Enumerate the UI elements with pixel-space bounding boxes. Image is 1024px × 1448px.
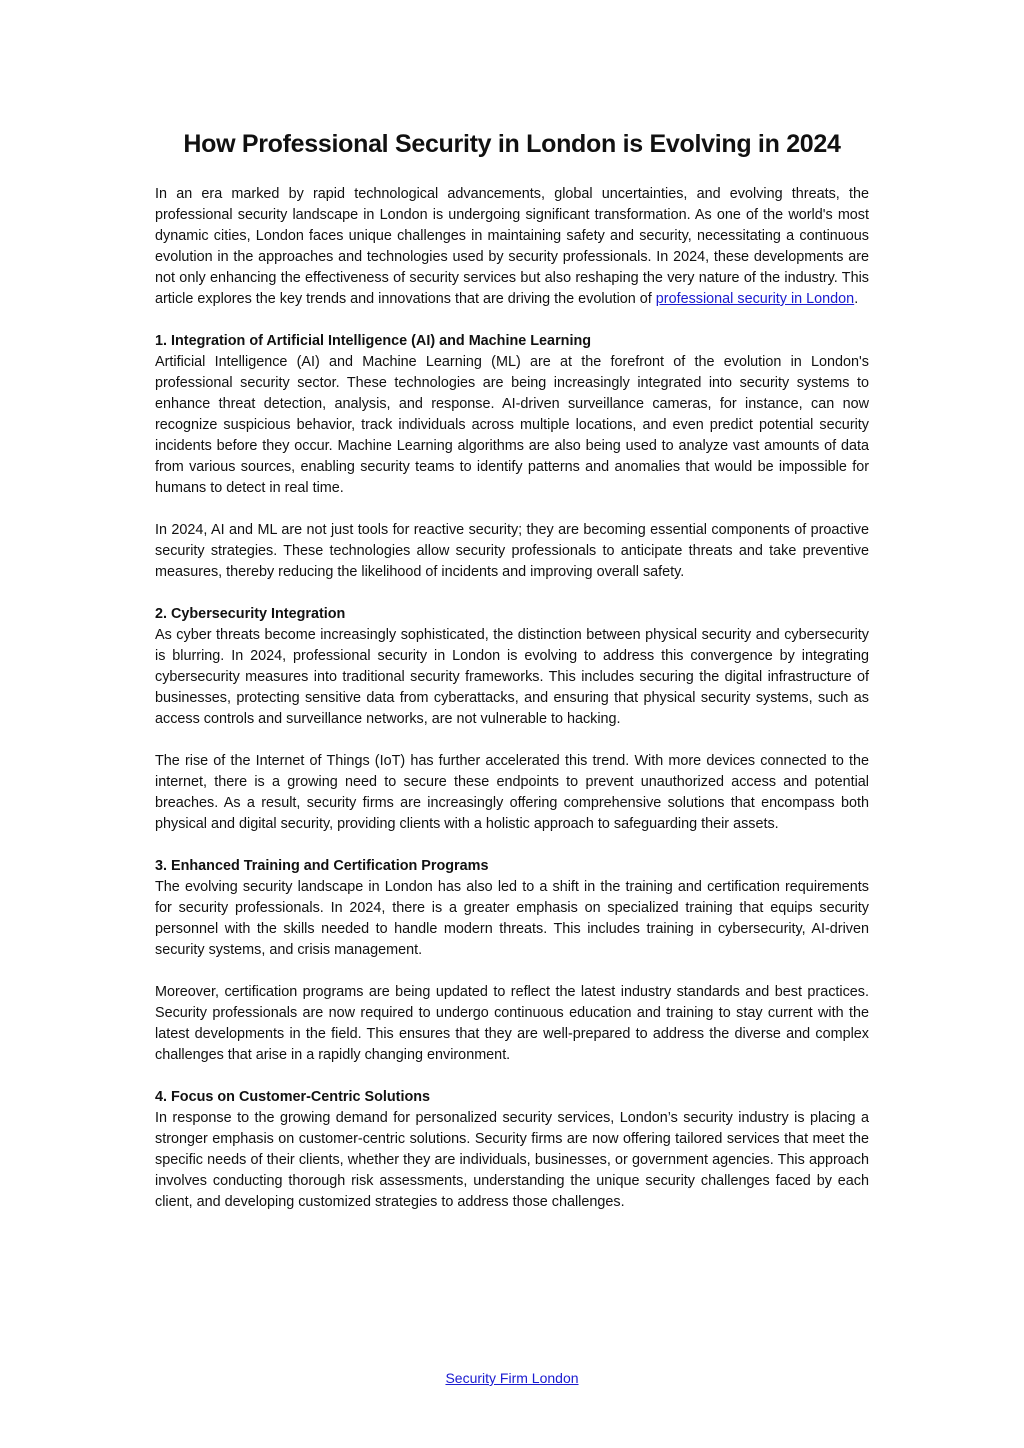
section-1-heading: 1. Integration of Artificial Intelligence (AI) and Machine Learning [155,333,592,349]
footer [0,1368,1024,1388]
section-3-paragraph-2: Moreover, certification programs are being updated to reflect the latest industry standards and best practices. Security professionals are now required to undergo continuous education and training to stay current with the latest developments in the field. This ensures that they are well-prepared to address the diverse and complex challenges that arise in a rapidly changing environment. [155,984,869,1063]
section-2-paragraph-2: The rise of the Internet of Things (IoT) has further accelerated this trend. With more devices connected to the internet, there is a growing need to secure these endpoints to prevent unauthorized access and potential breaches. As a result, security firms are increasingly offering comprehensive solutions that encompass both physical and digital security, providing clients with a holistic approach to safeguarding their assets. [155,753,869,832]
section-3-heading: 3. Enhanced Training and Certification Programs [155,858,489,874]
section-4-paragraph-1: In response to the growing demand for personalized security services, London’s security industry is placing a stronger emphasis on customer-centric solutions. Security firms are now offering tailored services that meet the specific needs of their clients, whether they are individuals, businesses, or government agencies. This approach involves conducting thorough risk assessments, understanding the unique security challenges faced by each client, and developing customized strategies to address those challenges. [155,1110,869,1210]
document-page [155,126,869,1213]
intro-text: In an era marked by rapid technological advancements, global uncertainties, and evolving threats, the professional security landscape in London is undergoing significant transformation. As one of the world's most dynamic cities, London faces unique challenges in maintaining safety and security, necessitating a continuous evolution in the approaches and technologies used by security professionals. In 2024, these developments are not only enhancing the effectiveness of security services but also reshaping the very nature of the industry. This article explores the key trends and innovations that are driving the evolution of [155,186,869,307]
section-2-heading: 2. Cybersecurity Integration [155,606,346,622]
section-3-paragraph-1: The evolving security landscape in London has also led to a shift in the training and certification requirements for security professionals. In 2024, there is a greater emphasis on specialized training that equips security personnel with the skills needed to handle modern threats. This includes training in cybersecurity, AI-driven security systems, and crisis management. [155,879,869,958]
section-4-heading: 4. Focus on Customer-Centric Solutions [155,1089,431,1105]
intro-paragraph [155,184,869,310]
section-1-paragraph-2: In 2024, AI and ML are not just tools for reactive security; they are becoming essential components of proactive security strategies. These technologies allow security professionals to anticipate threats and take preventive measures, thereby reducing the likelihood of incidents and improving overall safety. [155,522,869,580]
section-1-paragraph-1: Artificial Intelligence (AI) and Machine Learning (ML) are at the forefront of the evolution in London's professional security sector. These technologies are being increasingly integrated into security systems to enhance threat detection, analysis, and response. AI-driven surveillance cameras, for instance, can now recognize suspicious behavior, track individuals across multiple locations, and even predict potential security incidents before they occur. Machine Learning algorithms are also being used to analyze vast amounts of data from various sources, enabling security teams to identify patterns and anomalies that would be impossible for humans to detect in real time. [155,354,869,496]
intro-end: . [854,291,859,307]
page-title: How Professional Security in London is Evolving in 2024 [183,130,841,158]
professional-security-link[interactable]: professional security in London [655,291,855,307]
security-firm-london-link[interactable]: Security Firm London [445,1370,579,1386]
section-2-paragraph-1: As cyber threats become increasingly sophisticated, the distinction between physical security and cybersecurity is blurring. In 2024, professional security in London is evolving to address this convergence by integrating cybersecurity measures into traditional security frameworks. This includes securing the digital infrastructure of businesses, protecting sensitive data from cyberattacks, and ensuring that physical security systems, such as access controls and surveillance networks, are not vulnerable to hacking. [155,627,869,727]
